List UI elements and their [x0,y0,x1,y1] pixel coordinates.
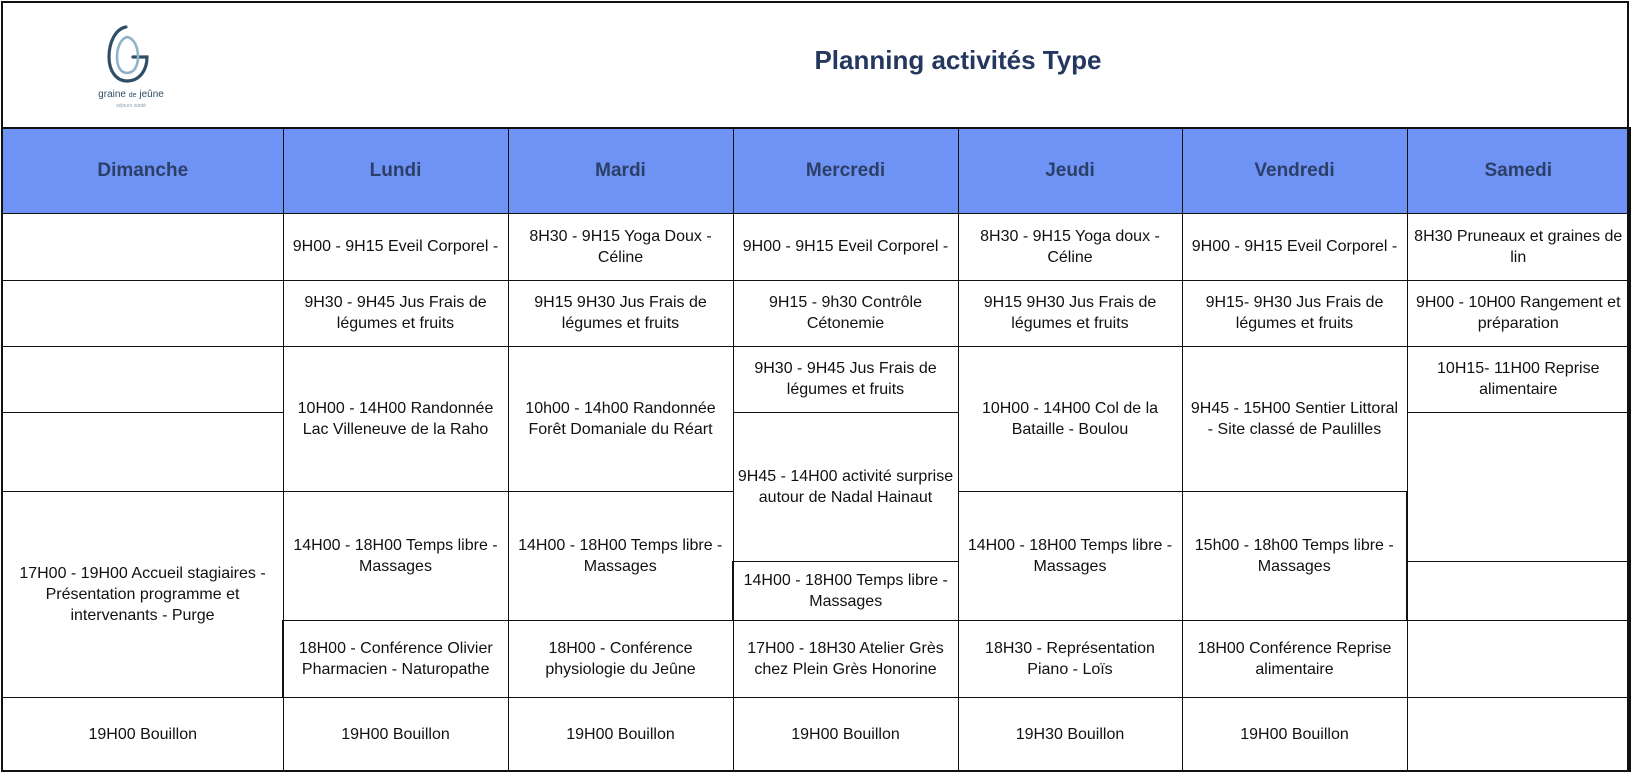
logo-wordmark: graine de jeûne [98,89,164,100]
schedule-cell: 14H00 - 18H00 Temps libre - Massages [283,492,508,621]
schedule-cell: 14H00 - 18H00 Temps libre - Massages [958,492,1182,621]
outer-frame [1,1,1629,772]
schedule-cell: 9H00 - 9H15 Eveil Corporel - [733,213,958,280]
schedule-cell: 8H30 - 9H15 Yoga doux - Céline [958,213,1182,280]
schedule-cell: 18H30 - Représentation Piano - Loïs [958,621,1182,698]
schedule-cell: 10h00 - 14h00 Randonnée Forêt Domaniale du Réart [508,346,733,491]
day-header: Jeudi [958,128,1182,213]
day-header: Dimanche [2,128,283,213]
schedule-cell: 8H30 Pruneaux et graines de lin [1407,213,1630,280]
schedule-cell: 9H15- 9H30 Jus Frais de légumes et fruits [1182,280,1407,346]
schedule-cell: 9H15 9H30 Jus Frais de légumes et fruits [958,280,1182,346]
day-header: Mardi [508,128,733,213]
schedule-cell: 10H15- 11H00 Reprise alimentaire [1407,346,1630,412]
schedule-cell: 9H45 - 15H00 Sentier Littoral - Site classé de Paulilles [1182,346,1407,491]
schedule-cell: 10H00 - 14H00 Randonnée Lac Villeneuve de la Raho [283,346,508,491]
schedule-cell: 19H00 Bouillon [2,698,283,771]
schedule-cell: 9H30 - 9H45 Jus Frais de légumes et fruits [283,280,508,346]
schedule-cell: 9H30 - 9H45 Jus Frais de légumes et fruits [733,346,958,412]
day-header: Mercredi [733,128,958,213]
schedule-cell: 14H00 - 18H00 Temps libre - Massages [733,562,958,621]
schedule-cell: 18H00 Conférence Reprise alimentaire [1182,621,1407,698]
schedule-cell: 9H15 9H30 Jus Frais de légumes et fruits [508,280,733,346]
day-header: Vendredi [1182,128,1407,213]
logo-tagline: séjours santé [116,103,146,109]
page-title: Planning activités Type [814,45,1102,75]
schedule-cell: 18H00 - Conférence physiologie du Jeûne [508,621,733,698]
schedule-cell: 18H00 - Conférence Olivier Pharmacien - Naturopathe [283,621,508,698]
schedule-cell: 17H00 - 18H30 Atelier Grès chez Plein Grès Honorine [733,621,958,698]
schedule-cell: 8H30 - 9H15 Yoga Doux - Céline [508,213,733,280]
schedule-cell: 17H00 - 19H00 Accueil stagiaires - Présentation programme et intervenants - Purge [2,492,283,698]
schedule-cell: 9H00 - 10H00 Rangement et préparation [1407,280,1630,346]
schedule-cell: 9H45 - 14H00 activité surprise autour de Nadal Hainaut [733,412,958,561]
schedule-cell: 15h00 - 18h00 Temps libre - Massages [1182,492,1407,621]
schedule-cell: 9H00 - 9H15 Eveil Corporel - [283,213,508,280]
schedule-cell: 19H00 Bouillon [508,698,733,771]
schedule-cell: 10H00 - 14H00 Col de la Bataille - Boulou [958,346,1182,491]
schedule-cell: 19H00 Bouillon [283,698,508,771]
schedule-cell: 19H00 Bouillon [1182,698,1407,771]
schedule-cell: 19H30 Bouillon [958,698,1182,771]
schedule-cell: 19H00 Bouillon [733,698,958,771]
day-header: Samedi [1407,128,1630,213]
schedule-cell: 9H15 - 9h30 Contrôle Cétonemie [733,280,958,346]
schedule-cell: 14H00 - 18H00 Temps libre - Massages [508,492,733,621]
schedule-cell: 9H00 - 9H15 Eveil Corporel - [1182,213,1407,280]
day-header: Lundi [283,128,508,213]
